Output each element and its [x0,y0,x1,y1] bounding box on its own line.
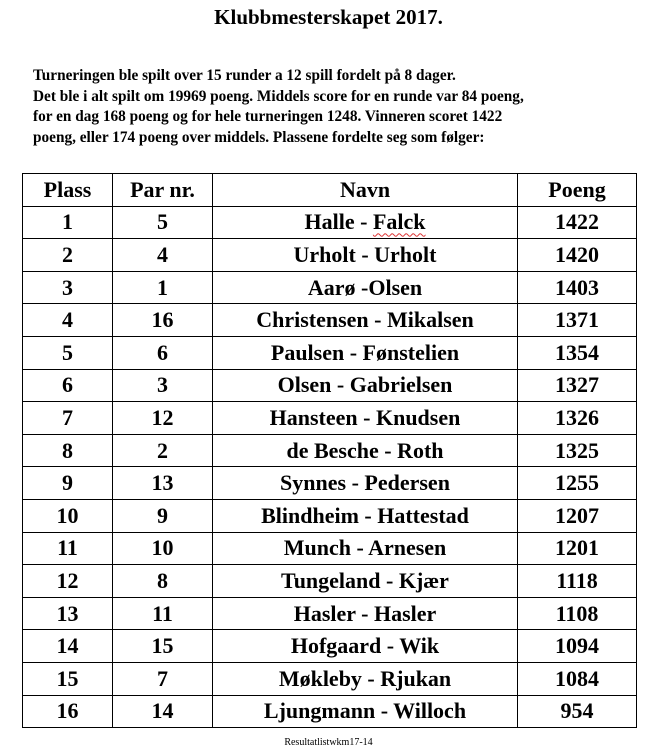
intro-paragraph [33,66,643,148]
cell-par-nr: 13 [113,467,213,500]
cell-navn: Hasler - Hasler [213,597,518,630]
cell-plass: 9 [23,467,113,500]
cell-par-nr: 1 [113,271,213,304]
table-row [23,565,637,598]
cell-par-nr: 15 [113,630,213,663]
table-header-row [23,174,637,207]
table-row [23,336,637,369]
cell-poeng: 1371 [518,304,637,337]
header-poeng: Poeng [518,174,637,207]
cell-navn: Aarø -Olsen [213,271,518,304]
cell-navn: Urholt - Urholt [213,239,518,272]
cell-plass: 2 [23,239,113,272]
cell-plass: 6 [23,369,113,402]
intro-line: for en dag 168 poeng og for hele turneringen 1248. Vinneren scoret 1422 [33,108,503,125]
table-row [23,239,637,272]
cell-plass: 3 [23,271,113,304]
cell-poeng: 1422 [518,206,637,239]
cell-poeng: 1201 [518,532,637,565]
header-par-nr: Par nr. [113,174,213,207]
cell-poeng: 1354 [518,336,637,369]
cell-poeng: 1325 [518,434,637,467]
cell-poeng: 1118 [518,565,637,598]
table-row [23,630,637,663]
cell-navn: Ljungmann - Willoch [213,695,518,728]
cell-par-nr: 3 [113,369,213,402]
footer-filename: Resultatlistwkm17-14 [284,737,373,748]
table-row [23,695,637,728]
cell-par-nr: 12 [113,402,213,435]
cell-plass: 4 [23,304,113,337]
cell-par-nr: 16 [113,304,213,337]
cell-navn: Møkleby - Rjukan [213,662,518,695]
cell-plass: 14 [23,630,113,663]
cell-par-nr: 6 [113,336,213,369]
cell-par-nr: 9 [113,499,213,532]
cell-plass: 11 [23,532,113,565]
table-row [23,597,637,630]
table-row [23,467,637,500]
page-title: Klubbmesterskapet 2017. [214,5,443,29]
cell-navn: Paulsen - Fønstelien [213,336,518,369]
table-row [23,206,637,239]
cell-navn: Hansteen - Knudsen [213,402,518,435]
cell-plass: 15 [23,662,113,695]
cell-par-nr: 14 [113,695,213,728]
cell-poeng: 1326 [518,402,637,435]
cell-poeng: 1094 [518,630,637,663]
cell-navn: Tungeland - Kjær [213,565,518,598]
table-row [23,434,637,467]
cell-plass: 10 [23,499,113,532]
cell-poeng: 1108 [518,597,637,630]
cell-navn: Olsen - Gabrielsen [213,369,518,402]
cell-poeng: 954 [518,695,637,728]
cell-plass: 1 [23,206,113,239]
cell-navn: Halle - Falck [213,206,518,239]
cell-par-nr: 2 [113,434,213,467]
table-body [23,206,637,728]
cell-par-nr: 8 [113,565,213,598]
table-row [23,271,637,304]
table-row [23,662,637,695]
table-row [23,304,637,337]
cell-plass: 13 [23,597,113,630]
cell-poeng: 1327 [518,369,637,402]
table-row [23,369,637,402]
cell-par-nr: 4 [113,239,213,272]
table-row [23,402,637,435]
cell-navn: Munch - Arnesen [213,532,518,565]
results-table [22,173,637,728]
cell-plass: 12 [23,565,113,598]
cell-navn: Hofgaard - Wik [213,630,518,663]
cell-plass: 16 [23,695,113,728]
intro-line: Det ble i alt spilt om 19969 poeng. Middels score for en runde var 84 poeng, [33,87,524,105]
cell-poeng: 1420 [518,239,637,272]
header-navn: Navn [213,174,518,207]
cell-par-nr: 11 [113,597,213,630]
header-plass: Plass [23,174,113,207]
cell-poeng: 1403 [518,271,637,304]
table-row [23,532,637,565]
cell-navn: de Besche - Roth [213,434,518,467]
intro-line: poeng, eller 174 poeng over middels. Plassene fordelte seg som følger: [33,128,485,146]
cell-navn: Christensen - Mikalsen [213,304,518,337]
cell-par-nr: 10 [113,532,213,565]
intro-line: Turneringen ble spilt over 15 runder a 12 spill fordelt på 8 dager. [33,67,456,84]
cell-poeng: 1084 [518,662,637,695]
table-row [23,499,637,532]
cell-poeng: 1255 [518,467,637,500]
cell-par-nr: 5 [113,206,213,239]
cell-navn: Synnes - Pedersen [213,467,518,500]
cell-plass: 8 [23,434,113,467]
cell-par-nr: 7 [113,662,213,695]
cell-plass: 7 [23,402,113,435]
cell-navn: Blindheim - Hattestad [213,499,518,532]
cell-poeng: 1207 [518,499,637,532]
cell-plass: 5 [23,336,113,369]
